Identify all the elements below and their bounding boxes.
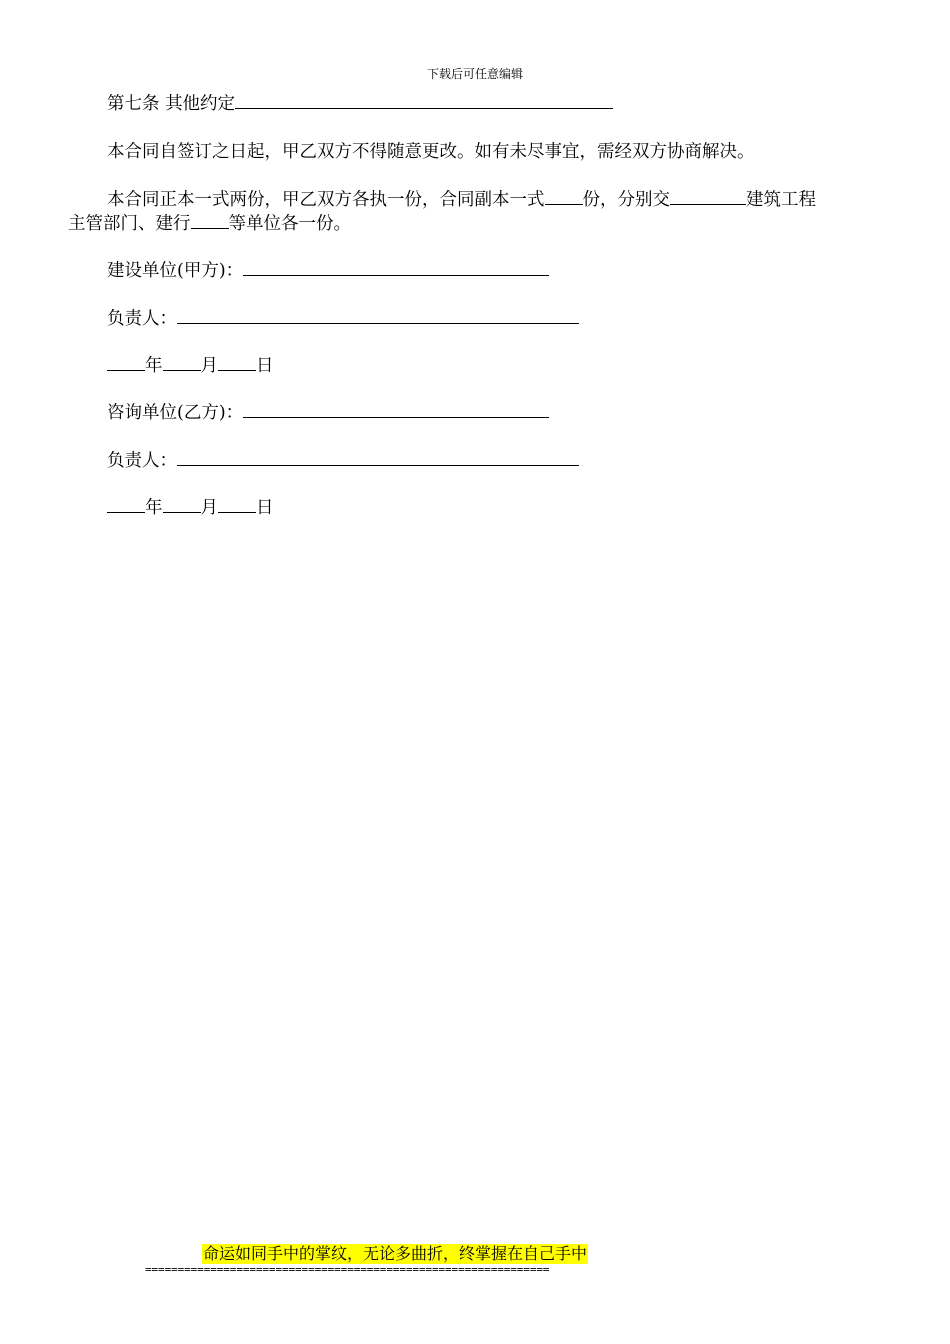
recipient-blank[interactable] bbox=[670, 186, 746, 205]
copies-clause-text-4: 主管部门、建行 bbox=[68, 214, 191, 234]
party-a-line bbox=[107, 257, 549, 284]
party-a-label: 建设单位(甲方)： bbox=[107, 261, 244, 281]
page-header-note: 下载后可任意编辑 bbox=[426, 67, 523, 81]
copies-clause-line-1 bbox=[107, 186, 816, 213]
other-terms-blank[interactable] bbox=[235, 90, 613, 109]
month-label: 月 bbox=[200, 356, 218, 376]
copies-clause-line-2 bbox=[68, 210, 351, 237]
bank-branch-blank[interactable] bbox=[191, 210, 229, 229]
article-7-line bbox=[107, 90, 613, 117]
party-b-year-blank[interactable] bbox=[107, 494, 145, 513]
article-7-label: 第七条 其他约定 bbox=[107, 94, 236, 114]
party-a-head-blank[interactable] bbox=[177, 305, 579, 324]
party-a-name-blank[interactable] bbox=[243, 257, 549, 276]
party-a-day-blank[interactable] bbox=[218, 352, 256, 371]
copies-clause-text-3: 建筑工程 bbox=[746, 190, 816, 210]
party-b-name-blank[interactable] bbox=[243, 399, 549, 418]
party-b-head-line bbox=[107, 447, 579, 474]
party-b-day-blank[interactable] bbox=[218, 494, 256, 513]
party-a-month-blank[interactable] bbox=[163, 352, 201, 371]
copies-clause-text-5: 等单位各一份。 bbox=[228, 214, 351, 234]
month-label: 月 bbox=[200, 498, 218, 518]
party-a-date-line bbox=[107, 352, 274, 379]
party-a-head-label: 负责人： bbox=[107, 309, 177, 329]
day-label: 日 bbox=[256, 356, 274, 376]
party-b-head-label: 负责人： bbox=[107, 451, 177, 471]
party-b-label: 咨询单位(乙方)： bbox=[107, 403, 244, 423]
party-b-head-blank[interactable] bbox=[177, 447, 579, 466]
party-b-line bbox=[107, 399, 549, 426]
copies-clause-text-1: 本合同正本一式两份，甲乙双方各执一份，合同副本一式 bbox=[107, 190, 545, 210]
party-b-month-blank[interactable] bbox=[163, 494, 201, 513]
footer-divider: ============================================================== bbox=[145, 1263, 550, 1276]
footer-motto: 命运如同手中的掌纹，无论多曲折，终掌握在自己手中 bbox=[203, 1244, 588, 1263]
year-label: 年 bbox=[145, 356, 163, 376]
year-label: 年 bbox=[145, 498, 163, 518]
copies-clause-text-2: 份，分别交 bbox=[582, 190, 670, 210]
copy-count-blank[interactable] bbox=[545, 186, 583, 205]
day-label: 日 bbox=[256, 498, 274, 518]
party-a-head-line bbox=[107, 305, 579, 332]
party-a-year-blank[interactable] bbox=[107, 352, 145, 371]
amendment-clause: 本合同自签订之日起，甲乙双方不得随意更改。如有未尽事宜，需经双方协商解决。 bbox=[107, 142, 755, 162]
party-b-date-line bbox=[107, 494, 274, 521]
